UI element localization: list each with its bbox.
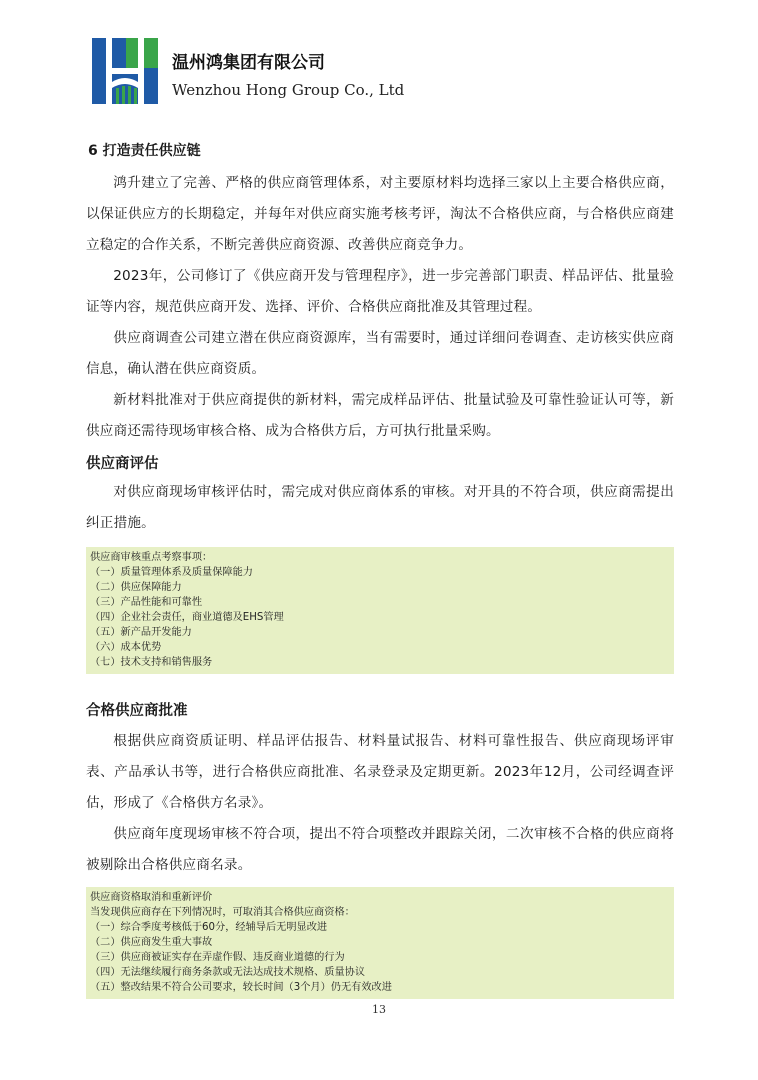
list-item: （五）新产品开发能力 [90,627,192,638]
list-item: （二）供应保障能力 [90,582,182,593]
audit-focus-box [86,547,674,674]
paragraph: 新材料批准对于供应商提供的新材料，需完成样品评估、批量试验及可靠性验证认可等，新供应商还需待现场审核合格、成为合格供方后，方可执行批量采购。 [86,392,674,439]
list-item: （三）供应商被证实存在弄虚作假、违反商业道德的行为 [90,952,345,963]
disqualification-box [86,887,674,999]
box-intro: 当发现供应商存在下列情况时，可取消其合格供应商资格： [90,907,355,918]
company-name-english: Wenzhou Hong Group Co., Ltd [172,81,405,99]
paragraph: 供应商调查公司建立潜在供应商资源库，当有需要时，通过详细问卷调查、走访核实供应商信息，确认潜在供应商资质。 [86,330,674,377]
company-logo [92,38,158,104]
section-title: 6 打造责任供应链 [88,143,201,159]
page-number: 13 [372,1003,386,1016]
approval-title: 合格供应商批准 [86,703,188,719]
company-name-chinese: 温州鸿集团有限公司 [172,53,325,73]
paragraph: 2023年，公司修订了《供应商开发与管理程序》，进一步完善部门职责、样品评估、批量验证等内容，规范供应商开发、选择、评价、合格供应商批准及其管理过程。 [86,268,674,315]
list-item: （三）产品性能和可靠性 [90,597,203,608]
paragraph: 对供应商现场审核评估时，需完成对供应商体系的审核。对开具的不符合项，供应商需提出纠正措施。 [86,484,674,531]
box-heading: 供应商审核重点考察事项： [90,552,213,563]
list-item: （一）综合季度考核低于60分，经辅导后无明显改进 [90,922,328,933]
paragraph: 根据供应商资质证明、样品评估报告、材料量试报告、材料可靠性报告、供应商现场评审表、产品承认书等，进行合格供应商批准、名录登录及定期更新。2023年12月，公司经调查评估，形成了《合格供方名录》。 [86,733,674,811]
paragraph: 供应商年度现场审核不符合项，提出不符合项整改并跟踪关闭，二次审核不合格的供应商将被剔除出合格供应商名录。 [86,826,674,873]
list-item: （七）技术支持和销售服务 [90,657,213,668]
list-item: （四）企业社会责任，商业道德及EHS管理 [90,612,284,623]
list-item: （四）无法继续履行商务条款或无法达成技术规格、质量协议 [90,967,366,978]
list-item: （二）供应商发生重大事故 [90,937,213,948]
list-item: （六）成本优势 [90,642,162,653]
page-content [86,140,674,999]
evaluation-title: 供应商评估 [86,456,159,472]
list-item: （一）质量管理体系及质量保障能力 [90,567,253,578]
list-item: （五）整改结果不符合公司要求，较长时间（3个月）仍无有效改进 [90,982,392,993]
paragraph: 鸿升建立了完善、严格的供应商管理体系，对主要原材料均选择三家以上主要合格供应商，以保证供应方的长期稳定，并每年对供应商实施考核考评，淘汰不合格供应商，与合格供应商建立稳定的合作关系，不断完善供应商资源、改善供应商竞争力。 [86,175,674,253]
box-heading: 供应商资格取消和重新评价 [90,892,213,903]
